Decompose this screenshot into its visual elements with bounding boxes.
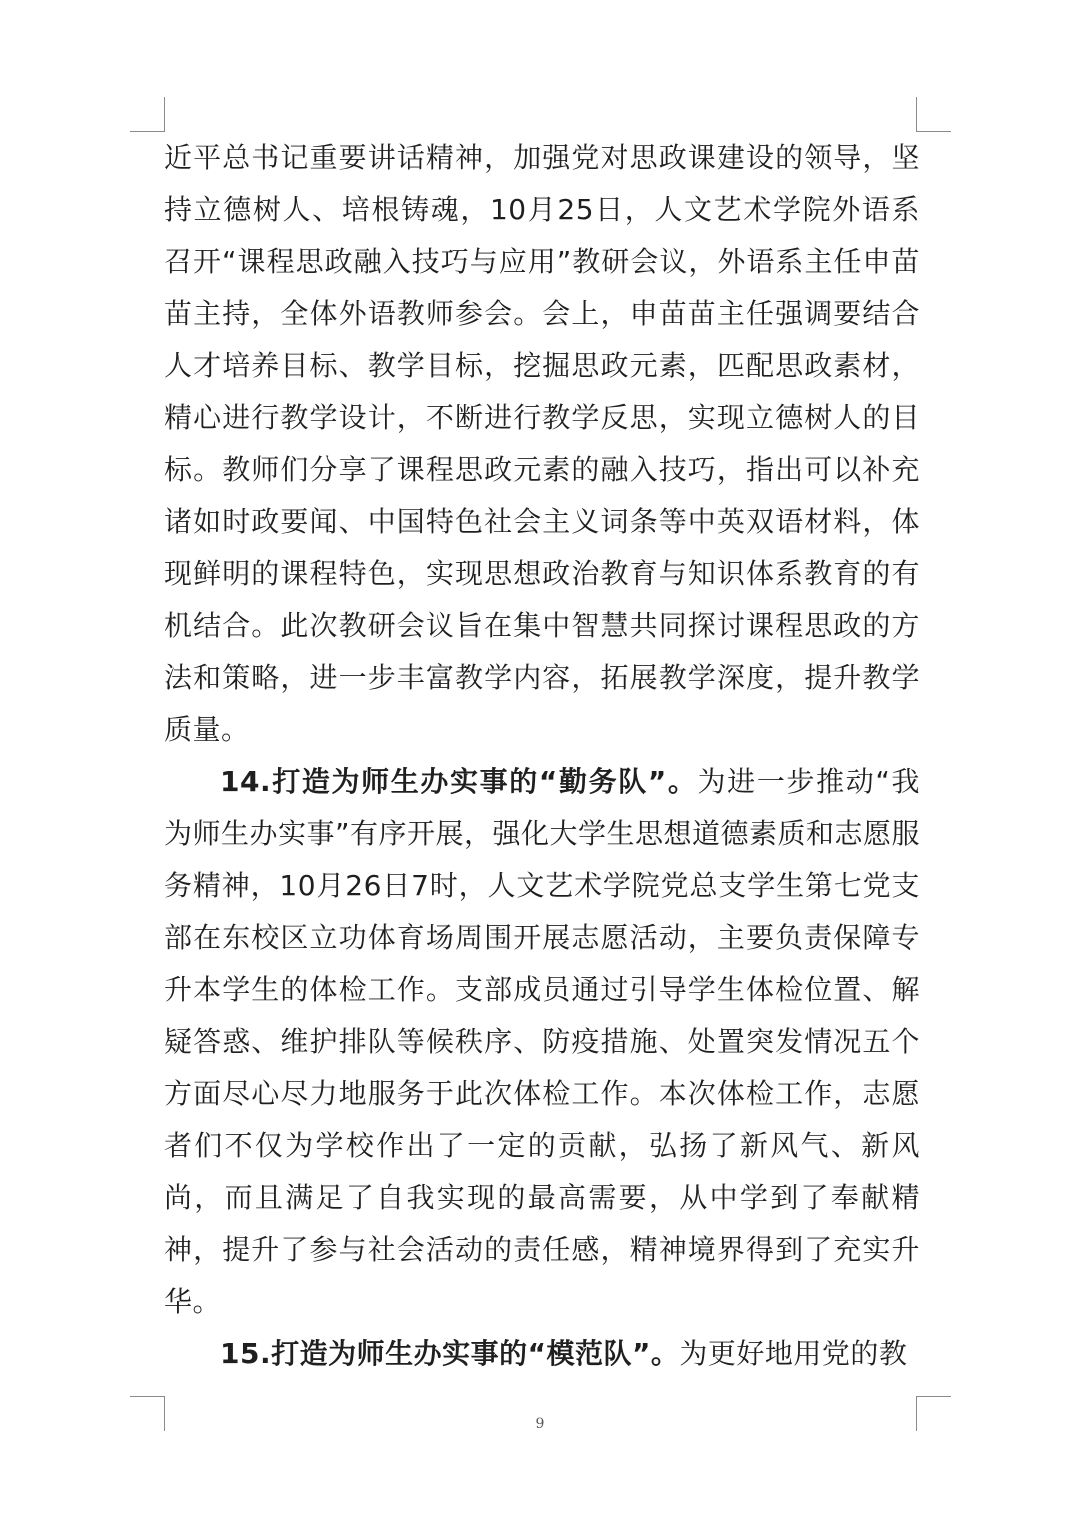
paragraph-text: 为进一步推动“我为师生办实事”有序开展，强化大学生思想道德素质和志愿服务精神，10月26日7时，人文艺术学院党总支学生第七党支部在东校区立功体育场周围开展志愿活动，主要负责保障专升本学生的体检工作。支部成员通过引导学生体检位置、解疑答惑、维护排队等候秩序、防疫措施、处置突发情况五个方面尽心尽力地服务于此次体检工作。本次体检工作，志愿者们不仅为学校作出了一定的贡献，弘扬了新风气、新风尚，而且满足了自我实现的最高需要，从中学到了奉献精神，提升了参与社会活动的责任感，精神境界得到了充实升华。: [164, 765, 921, 1318]
page-number: 9: [535, 1416, 545, 1432]
paragraph-text: 近平总书记重要讲话精神，加强党对思政课建设的领导，坚持立德树人、培根铸魂，10月25日，人文艺术学院外语系召开“课程思政融入技巧与应用”教研会议，外语系主任申苗苗主持，全体外语教师参会。会上，申苗苗主任强调要结合人才培养目标、教学目标，挖掘思政元素，匹配思政素材，精心进行教学设计，不断进行教学反思，实现立德树人的目标。教师们分享了课程思政元素的融入技巧，指出可以补充诸如时政要闻、中国特色社会主义词条等中英双语材料，体现鲜明的课程特色，实现思想政治教育与知识体系教育的有机结合。此次教研会议旨在集中智慧共同探讨课程思政的方法和策略，进一步丰富教学内容，拓展教学深度，提升教学质量。: [164, 141, 920, 746]
paragraph-heading: 14.打造为师生办实事的“勤务队”。: [220, 765, 698, 798]
paragraph-item-15: [164, 1328, 920, 1380]
corner-mark-top-right: [916, 97, 951, 132]
paragraph-text: 为更好地用党的教: [679, 1337, 908, 1370]
paragraph-item-14: [164, 756, 920, 1328]
corner-mark-top-left: [130, 97, 165, 132]
paragraph-heading: 15.打造为师生办实事的“模范队”。: [220, 1337, 680, 1370]
document-body: [164, 132, 920, 1380]
paragraph-continued: [164, 132, 920, 756]
